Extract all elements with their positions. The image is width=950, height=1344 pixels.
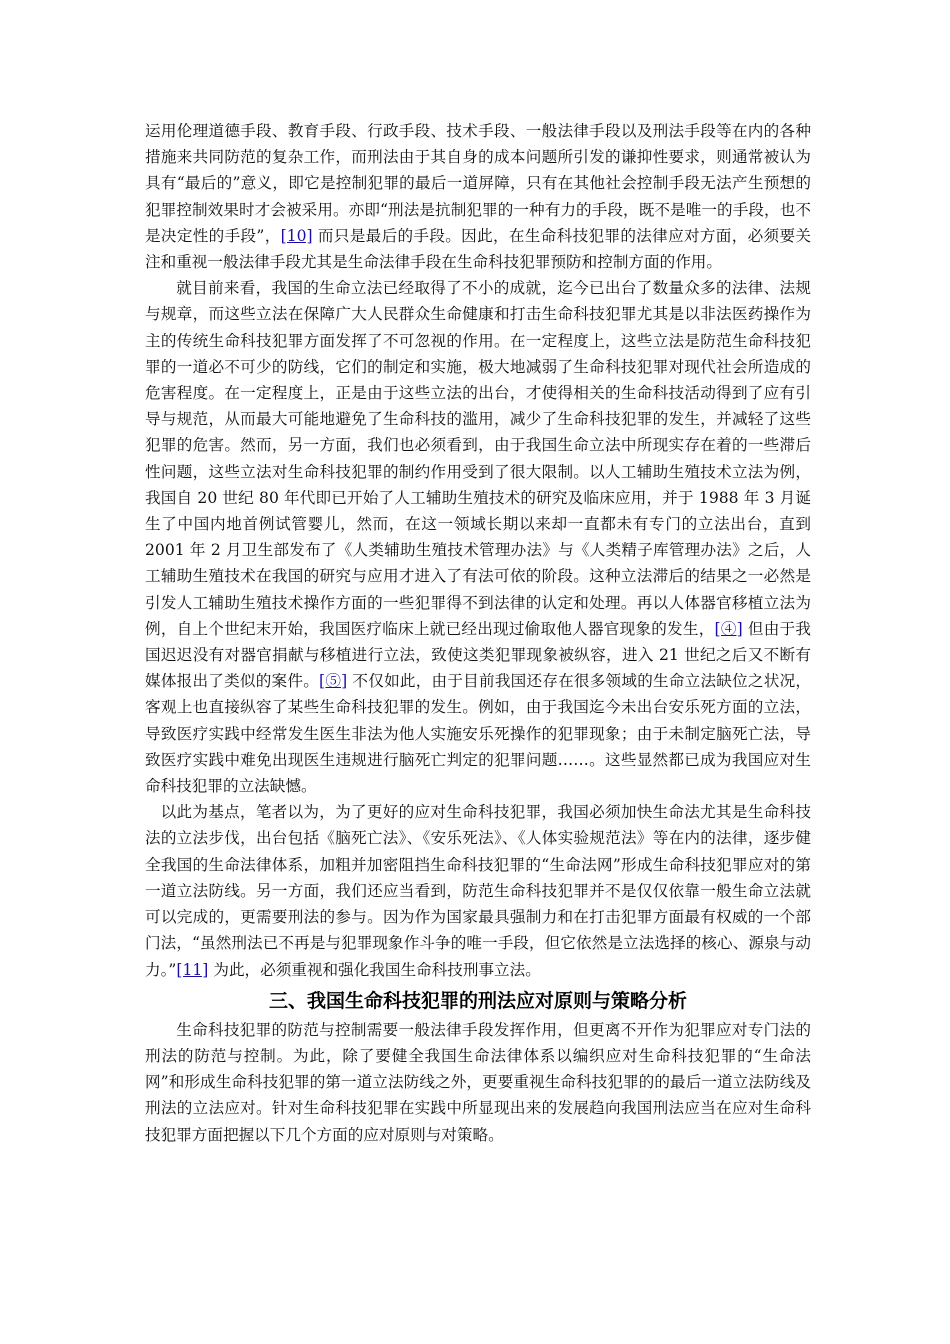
paragraph-legislation-proposal [145,799,811,982]
section-heading: 三、我国生命科技犯罪的刑法应对原则与策略分析 [268,989,687,1012]
footnote-link-10[interactable]: [10] [280,226,313,245]
paragraph-text: 运用伦理道德手段、教育手段、行政手段、技术手段、一般法律手段以及刑法手段等在内的各种措施来共同防范的复杂工作，而刑法由于其自身的成本问题所引发的谦抑性要求，则通常被认为具有“最后的”意义，即它是控制犯罪的最后一道屏障，只有在其他社会控制手段无法产生预想的犯罪控制效果时才会被采用。亦即“刑法是抗制犯罪的一种有力的手段，既不是唯一的手段，也不是决定性的手段”， [145,122,811,245]
paragraph-text: 而只是最后的手段。因此，在生命科技犯罪的法律应对方面，必须要关注和重视一般法律手段尤其是生命法律手段在生命科技犯罪预防和控制方面的作用。 [145,226,811,272]
footnote-link-11[interactable]: [11] [176,960,209,979]
paragraph-text: 以此为基点，笔者以为，为了更好的应对生命科技犯罪，我国必须加快生命法尤其是生命科技法的立法步伐，出台包括《脑死亡法》、《安乐死法》、《人体实验规范法》等在内的法律，逐步健全我国的生命法律体系，加粗并加密阻挡生命科技犯罪的“生命法网”形成生命科技犯罪应对的第一道立法防线。另一方面，我们还应当看到，防范生命科技犯罪并不是仅仅依靠一般生命立法就可以完成的，更需要刑法的参与。因为作为国家最具强制力和在打击犯罪方面最有权威的一个部门法，“虽然刑法已不再是与犯罪现象作斗争的唯一手段，但它依然是立法选择的核心、源泉与动力。” [145,803,811,979]
paragraph-legislation-status [145,275,811,799]
paragraph-text: 不仅如此，由于目前我国还存在很多领域的生命立法缺位之状况，客观上也直接纵容了某些生命科技犯罪的发生。例如，由于我国迄今未出台安乐死方面的立法，导致医疗实践中经常发生医生非法为他人实施安乐死操作的犯罪现象；由于未制定脑死亡法，导致医疗实践中难免出现医生违规进行脑死亡判定的犯罪问题……。这些显然都已成为我国应对生命科技犯罪的立法缺憾。 [145,672,811,796]
footnote-link-5[interactable]: [⑤] [319,672,348,691]
paragraph-closing: 生命科技犯罪的防范与控制需要一般法律手段发挥作用，但更离不开作为犯罪应对专门法的刑法的防范与控制。为此，除了要健全我国生命法律体系以编织应对生命科技犯罪的“生命法网”和形成生命科技犯罪的第一道立法防线之外，更要重视生命科技犯罪的的最后一道立法防线及刑法的立法应对。针对生命科技犯罪在实践中所显现出来的发展趋向我国刑法应当在应对生命科技犯罪方面把握以下几个方面的应对原则与对策略。 [145,1020,811,1144]
footnote-link-4[interactable]: [④] [714,619,743,638]
paragraph-intro [145,118,811,275]
paragraph-text: 就目前来看，我国的生命立法已经取得了不小的成就，迄今已出台了数量众多的法律、法规与规章，而这些立法在保障广大人民群众生命健康和打击生命科技犯罪尤其是以非法医药操作为主的传统生命科技犯罪方面发挥了不可忽视的作用。在一定程度上，这些立法是防范生命科技犯罪的一道必不可少的防线，它们的制定和实施，极大地减弱了生命科技犯罪对现代社会所造成的危害程度。在一定程度上，正是由于这些立法的出台，才使得相关的生命科技活动得到了应有引导与规范，从而最大可能地避免了生命科技的滥用，减少了生命科技犯罪的发生，并减轻了这些犯罪的危害。然而，另一方面，我们也必须看到，由于我国生命立法中所现实存在着的一些滞后性问题，这些立法对生命科技犯罪的制约作用受到了很大限制。以人工辅助生殖技术立法为例，我国自 20 世纪 80 年代即已开始了人工辅助生殖技术的研究及临床应用，并于 1988 年 3 月诞生了中国内地首例试管婴儿，然而，在这一领域长期以来却一直都未有专门的立法出台，直到 2001 年 2 月卫生部发布了《人类辅助生殖技术管理办法》与《人类精子库管理办法》之后，人工辅助生殖技术在我国的研究与应用才进入了有法可依的阶段。这种立法滞后的结果之一必然是引发人工辅助生殖技术操作方面的一些犯罪得不到法律的认定和处理。再以人体器官移植立法为例，自上个世纪末开始，我国医疗临床上就已经出现过偷取他人器官现象的发生， [145,279,811,638]
document-page [145,118,811,1148]
paragraph-text: 但由于我国迟迟没有对器官捐献与移植进行立法，致使这类犯罪现象被纵容，进入 21 世纪之后又不断有媒体报出了类似的案件。 [145,619,811,691]
paragraph-text: 为此，必须重视和强化我国生命科技刑事立法。 [208,960,541,979]
